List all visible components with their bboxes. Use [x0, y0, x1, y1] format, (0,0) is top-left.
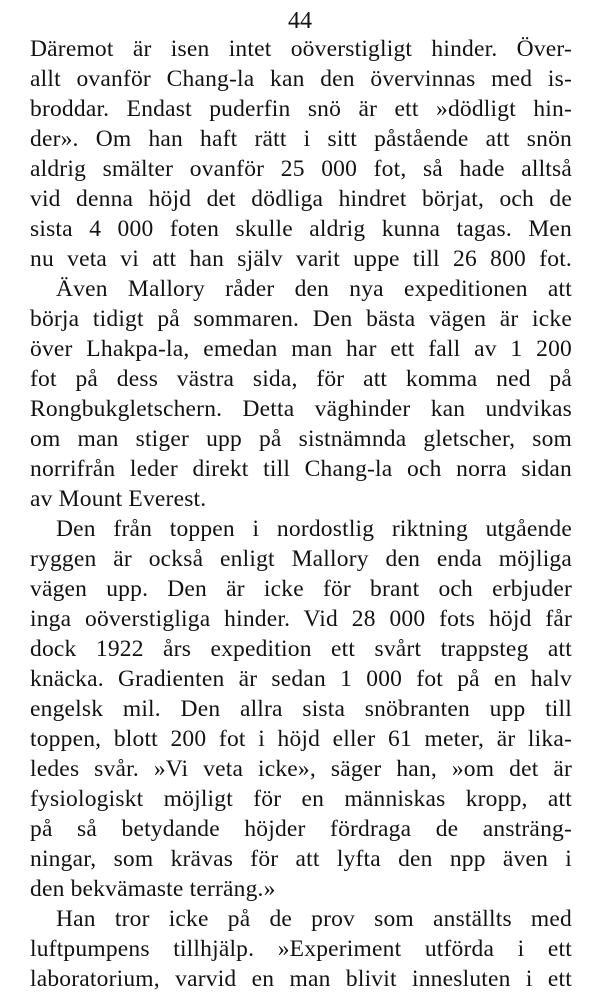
text-line: knäcka. Gradienten är sedan 1 000 fot på en halv — [30, 666, 572, 692]
text-line: om man stiger upp på sistnämnda gletscher, som — [30, 426, 572, 452]
text-line: luftpumpens tillhjälp. »Experiment utförda i ett — [30, 936, 572, 962]
page-number: 44 — [288, 8, 312, 34]
text-line: över Lhakpa-la, emedan man har ett fall av 1 200 — [30, 336, 572, 362]
text-line: av Mount Everest. — [30, 486, 207, 512]
text-line: Däremot är isen intet oöverstigligt hinder. Över- — [30, 36, 572, 62]
text-line: toppen, blott 200 fot i höjd eller 61 meter, är lika- — [30, 726, 572, 752]
text-line: allt ovanför Chang-la kan den övervinnas med is- — [30, 66, 572, 92]
text-line: nu veta vi att han själv varit uppe till 26 800 fot. — [30, 246, 572, 272]
text-line: Rongbukgletschern. Detta väghinder kan undvikas — [30, 396, 572, 422]
text-line: ledes svår. »Vi veta icke», säger han, »om det är — [30, 756, 572, 782]
text-line: ningar, som krävas för att lyfta den npp även i — [30, 846, 572, 872]
text-line: börja tidigt på sommaren. Den bästa vägen är icke — [30, 306, 572, 332]
text-line: inga oöverstigliga hinder. Vid 28 000 fots höjd får — [30, 606, 572, 632]
text-line: på så betydande höjder fördraga de ansträng- — [30, 816, 572, 842]
text-line: norrifrån leder direkt till Chang-la och norra sidan — [30, 456, 572, 482]
text-line: fot på dess västra sida, för att komma ned på — [30, 366, 572, 392]
text-line: Den från toppen i nordostlig riktning utgående — [56, 516, 572, 542]
text-line: laboratorium, varvid en man blivit innesluten i ett — [30, 966, 572, 992]
text-line: ryggen är också enligt Mallory den enda möjliga — [30, 546, 572, 572]
body-text — [30, 34, 572, 994]
text-line: engelsk mil. Den allra sista snöbranten upp till — [30, 696, 572, 722]
text-line: vägen upp. Den är icke för brant och erbjuder — [30, 576, 572, 602]
text-line: fysiologiskt möjligt för en människas kropp, att — [30, 786, 572, 812]
text-line: dock 1922 års expedition ett svårt trappsteg att — [30, 636, 572, 662]
text-line: sista 4 000 foten skulle aldrig kunna tagas. Men — [30, 216, 572, 242]
text-line: aldrig smälter ovanför 25 000 fot, så hade alltså — [30, 156, 572, 182]
text-line: Han tror icke på de prov som anställts med — [56, 906, 572, 932]
text-line: der». Om han haft rätt i sitt påstående att snön — [30, 126, 572, 152]
text-line: Även Mallory råder den nya expeditionen att — [56, 276, 572, 302]
text-line: vid denna höjd det dödliga hindret börjat, och de — [30, 186, 572, 212]
text-line: den bekvämaste terräng.» — [30, 876, 276, 902]
text-line: broddar. Endast puderfin snö är ett »dödligt hin- — [30, 96, 572, 122]
